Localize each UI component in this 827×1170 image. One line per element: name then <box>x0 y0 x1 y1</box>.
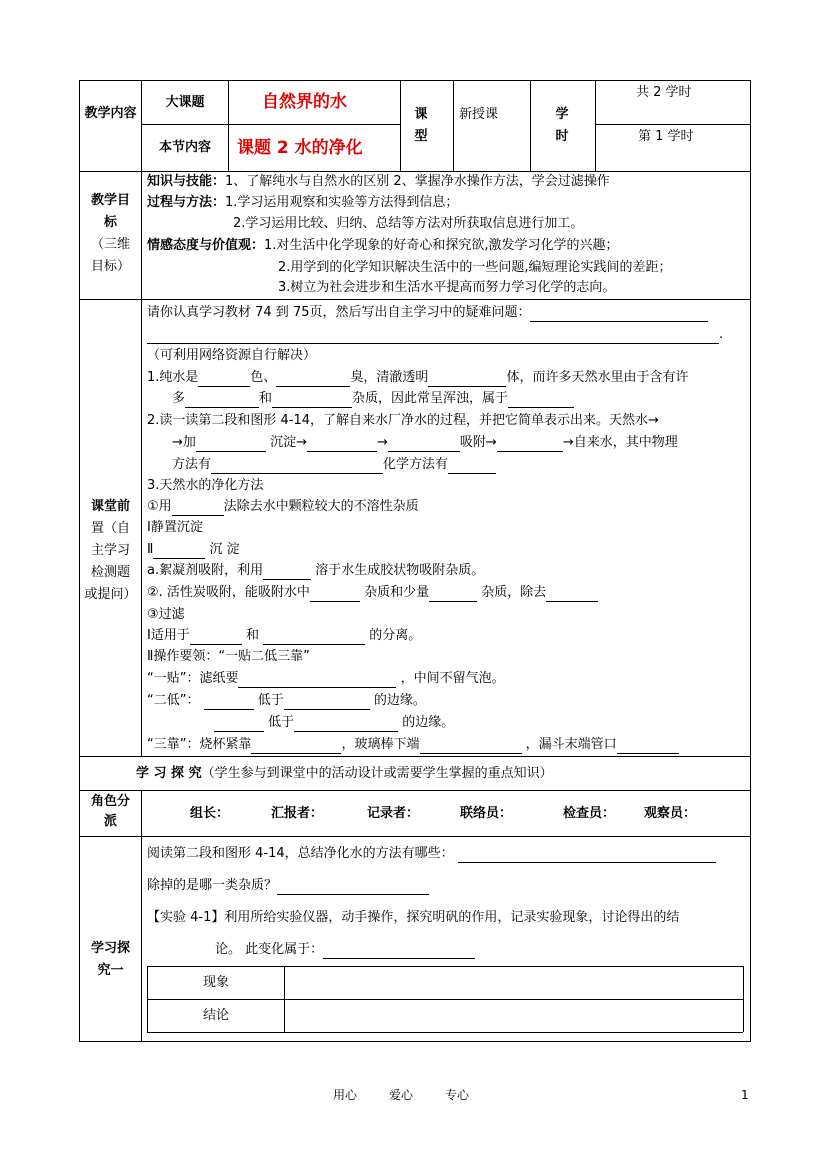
current-hour: 第 1 学时 <box>638 129 694 144</box>
table-border-top <box>79 80 751 81</box>
skills-heading: 知识与技能： <box>147 174 226 189</box>
q2-text: 方法有 <box>172 457 212 472</box>
inquiry-banner <box>136 765 553 783</box>
answer-blank[interactable] <box>277 880 429 895</box>
emotion-text-3: 3.树立为社会进步和生活水平提高而努力学习化学的志向。 <box>278 280 616 295</box>
answer-blank[interactable] <box>190 630 242 645</box>
erdi-line-1 <box>147 692 426 710</box>
process-text-2: 2.学习运用比较、归纳、总结等方法对所获取信息进行加工。 <box>233 216 584 231</box>
q1-text: 杂质，因此常呈浑浊，属于 <box>352 391 509 406</box>
q3-text: 低于 <box>268 715 295 730</box>
preclass-top-border <box>79 299 751 300</box>
q3-text: ，中间不留气泡。 <box>400 671 505 686</box>
q3-text: 杂质和少量 <box>364 585 430 600</box>
question-3-step-1 <box>147 498 419 516</box>
inquiry-top-border <box>79 836 751 837</box>
skills-text: 1、了解纯水与自然水的区别 2、掌握净水操作方法，学会过滤操作 <box>225 174 610 189</box>
q3-text: ，玻璃棒下端 <box>341 737 420 752</box>
answer-blank[interactable] <box>185 393 259 408</box>
objectives-label-line: 标 <box>103 215 117 230</box>
section-value: 课题 2 水的净化 <box>237 138 363 158</box>
emotion-text-2: 2.用学到的化学知识解决生活中的一些问题,编短理论实践间的差距； <box>278 260 672 275</box>
footer-motto-3: 专心 <box>445 1088 470 1102</box>
inquiry1-q2 <box>147 877 429 895</box>
arrow-icon: → <box>562 435 574 450</box>
emotion-line-1 <box>147 237 619 255</box>
emotion-text-1: 1.对生活中化学现象的好奇心和探究欲,激发学习化学的兴趣； <box>264 238 619 253</box>
question-3-heading: 3.天然水的净化方法 <box>147 478 264 493</box>
inquiry1-q1-text: 阅读第二段和图形 4-14，总结净化水的方法有哪些： <box>147 846 454 861</box>
sankao-line <box>147 736 679 754</box>
label-column-divider-lower <box>141 171 142 756</box>
inquiry1-q1 <box>147 845 716 863</box>
answer-blank[interactable] <box>310 587 360 602</box>
table-border-bottom <box>79 1041 751 1042</box>
question-3-filter-i <box>147 627 421 645</box>
answer-blank[interactable] <box>284 695 370 710</box>
conclusion-row-label: 结论 <box>202 1008 229 1023</box>
inner-table-bottom <box>147 1032 743 1033</box>
q1-text: 臭，清澈透明 <box>350 370 429 385</box>
q1-text: 多 <box>172 391 186 406</box>
arrow-icon: → <box>485 435 497 450</box>
objectives-label-line: （三维 <box>90 237 130 252</box>
role-recorder: 记录者： <box>367 806 420 821</box>
q2-text: 加 <box>182 435 196 450</box>
q3-text: 的边缘。 <box>402 715 455 730</box>
question-3-filter-ii: Ⅱ操作要领：“一贴二低三靠” <box>147 649 310 664</box>
teaching-content-label: 教学内容 <box>84 106 137 121</box>
answer-blank[interactable] <box>276 372 350 387</box>
q3-text: 杂质，除去 <box>481 585 547 600</box>
answer-blank[interactable] <box>251 739 341 754</box>
answer-blank[interactable] <box>294 717 398 732</box>
inner-table-top <box>147 966 743 967</box>
answer-blank[interactable] <box>238 673 396 688</box>
answer-blank[interactable] <box>458 848 716 863</box>
answer-blank[interactable] <box>508 393 574 408</box>
header-col-divider-4 <box>530 80 531 171</box>
question-1-line-1 <box>147 369 688 387</box>
q3-text: ①用 <box>147 499 172 514</box>
role-checker: 检查员： <box>563 806 616 821</box>
role-reporter: 汇报者： <box>271 806 324 821</box>
big-topic-label: 大课题 <box>165 95 205 110</box>
answer-blank[interactable] <box>147 329 719 344</box>
role-observer: 观察员： <box>644 806 697 821</box>
process-text-1: 1.学习运用观察和实验等方法得到信息； <box>225 195 459 210</box>
q2-text: 自来水，其中物理 <box>573 435 678 450</box>
q1-text: 色、 <box>250 370 277 385</box>
inner-table-mid <box>147 999 743 1000</box>
inquiry-banner-title: 学 习 探 究 <box>136 766 202 781</box>
q3-text: 法除去水中颗粒较大的不溶性杂质 <box>223 499 419 514</box>
answer-blank[interactable] <box>323 944 475 959</box>
answer-blank[interactable] <box>617 739 679 754</box>
preclass-label-line: 主学习 <box>90 543 130 558</box>
answer-blank[interactable] <box>172 501 224 516</box>
header-col-divider-5 <box>595 80 596 171</box>
answer-blank[interactable] <box>448 459 496 474</box>
preclass-label-line: 检测题 <box>90 565 130 580</box>
page-number: 1 <box>741 1088 749 1102</box>
arrow-icon: → <box>376 435 388 450</box>
answer-blank[interactable] <box>214 717 264 732</box>
answer-blank[interactable] <box>272 393 352 408</box>
answer-blank[interactable] <box>420 739 522 754</box>
footer-motto-2: 爱心 <box>389 1088 414 1102</box>
period-mark: . <box>719 327 724 342</box>
conclusion-input-cell[interactable] <box>286 1001 742 1031</box>
role-leader: 组长： <box>190 806 230 821</box>
preclass-intro <box>147 304 708 322</box>
answer-blank[interactable] <box>546 587 598 602</box>
footer-motto-1: 用心 <box>333 1088 358 1102</box>
preclass-label-line: 课堂前 <box>90 499 130 514</box>
q3-text: 和 <box>245 628 259 643</box>
question-2-line-2 <box>172 434 678 452</box>
question-3-step-2 <box>147 584 598 602</box>
question-1-line-2 <box>172 390 574 408</box>
arrow-icon: → <box>172 435 183 450</box>
header-col-divider-2 <box>400 80 401 171</box>
big-topic-value: 自然界的水 <box>262 92 347 112</box>
answer-blank[interactable] <box>263 565 311 580</box>
objectives-label-line: 目标） <box>90 259 130 274</box>
roles-label-divider <box>141 790 142 1041</box>
objectives-top-border <box>79 171 751 172</box>
inquiry1-label-line: 学习探 <box>90 941 130 956</box>
answer-blank[interactable] <box>198 372 250 387</box>
header-col-divider-3 <box>453 80 454 171</box>
table-border-right <box>750 80 751 1041</box>
answer-blank[interactable] <box>530 307 708 322</box>
answer-blank[interactable] <box>429 587 477 602</box>
q3-text: 的分离。 <box>369 628 422 643</box>
answer-blank[interactable] <box>428 372 506 387</box>
q3-text: “一贴”：滤纸要 <box>147 671 239 686</box>
q1-text: 和 <box>259 391 273 406</box>
q2-text: 2.读一读第二段和图形 4-14，了解自来水厂净水的过程，并把它简单表示出来。天然水 <box>147 413 649 428</box>
q3-text: ，漏斗末端管口 <box>525 737 617 752</box>
q3-text: 溶于水生成胶状物吸附杂质。 <box>315 563 485 578</box>
inner-table-divider <box>284 966 285 1032</box>
hours-label: 学时 <box>555 107 569 144</box>
header-hours-divider <box>595 124 751 125</box>
inquiry-banner-desc: （学生参与到课堂中的活动设计或需要学生掌握的重点知识） <box>201 766 553 781</box>
answer-blank[interactable] <box>196 437 266 452</box>
q3-text: Ⅰ适用于 <box>147 628 190 643</box>
q3-text: 低于 <box>257 693 284 708</box>
role-liaison: 联络员： <box>460 806 513 821</box>
q3-text: “二低”： <box>147 693 200 708</box>
q3-text: Ⅱ <box>147 542 154 557</box>
inquiry1-label-line: 究一 <box>97 963 124 978</box>
inquiry1-q2-text: 除掉的是哪一类杂质？ <box>147 878 278 893</box>
arrow-icon: → <box>296 435 307 450</box>
q2-text: 化学方法有 <box>383 457 449 472</box>
yitie-line <box>147 670 505 688</box>
question-3-a <box>147 562 484 580</box>
header-row-divider <box>141 124 400 125</box>
answer-blank[interactable] <box>307 437 377 452</box>
answer-blank[interactable] <box>204 695 254 710</box>
roles-label-line: 角色分 <box>90 794 130 809</box>
preclass-intro-text: 请你认真学习教材 74 到 75页，然后写出自主学习中的疑难问题： <box>147 305 531 320</box>
experiment-text: 论。 此变化属于： <box>215 942 324 957</box>
observation-row-label: 现象 <box>202 975 229 990</box>
question-2-line-1 <box>147 412 659 430</box>
total-hours: 共 2 学时 <box>636 85 692 100</box>
skills-line <box>147 173 610 191</box>
answer-blank[interactable] <box>211 459 383 474</box>
q3-text: 沉 淀 <box>209 542 240 557</box>
q3-text: 的边缘。 <box>373 693 426 708</box>
preclass-intro-cont <box>147 326 723 344</box>
answer-blank[interactable] <box>153 544 205 559</box>
question-2-line-3 <box>172 456 496 474</box>
roles-label-line: 派 <box>103 814 117 829</box>
objectives-label-line: 教学目 <box>90 193 130 208</box>
q1-text: 1.纯水是 <box>147 370 199 385</box>
q2-text: 沉淀 <box>270 435 297 450</box>
q3-text: a.絮凝剂吸附，利用 <box>147 563 264 578</box>
preclass-label-line: 或提问） <box>84 587 137 602</box>
question-3-ii <box>147 541 240 559</box>
lesson-type-label: 课型 <box>414 107 428 144</box>
header-col-divider-1 <box>228 80 229 171</box>
preclass-note: （可利用网络资源自行解决） <box>147 348 317 363</box>
observation-input-cell[interactable] <box>286 968 742 998</box>
answer-blank[interactable] <box>497 437 563 452</box>
lesson-type-value: 新授课 <box>459 107 499 122</box>
process-line-1 <box>147 194 458 212</box>
q2-text: 吸附 <box>459 435 486 450</box>
arrow-icon: → <box>648 413 659 428</box>
roles-top-border <box>79 790 751 791</box>
process-heading: 过程与方法： <box>147 195 226 210</box>
emotion-heading: 情感态度与价值观： <box>147 238 265 253</box>
banner-top-border <box>79 756 751 757</box>
q1-text: 体，而许多天然水里由于含有许 <box>506 370 689 385</box>
question-3-static: Ⅰ静置沉淀 <box>147 520 203 535</box>
erdi-line-2 <box>214 714 454 732</box>
q3-text: ②. 活性炭吸附，能吸附水中 <box>147 585 310 600</box>
question-3-step-3: ③过滤 <box>147 607 185 622</box>
experiment-line-1: 【实验 4-1】利用所给实验仪器，动手操作，探究明矾的作用，记录实验现象，讨论得出的结 <box>147 910 680 925</box>
answer-blank[interactable] <box>263 630 365 645</box>
q3-text: “三靠”：烧杯紧靠 <box>147 737 252 752</box>
preclass-label-line: 置（自 <box>90 521 130 536</box>
answer-blank[interactable] <box>388 437 460 452</box>
experiment-line-2 <box>215 941 475 959</box>
inner-table-right <box>743 966 744 1032</box>
section-label: 本节内容 <box>158 140 211 155</box>
